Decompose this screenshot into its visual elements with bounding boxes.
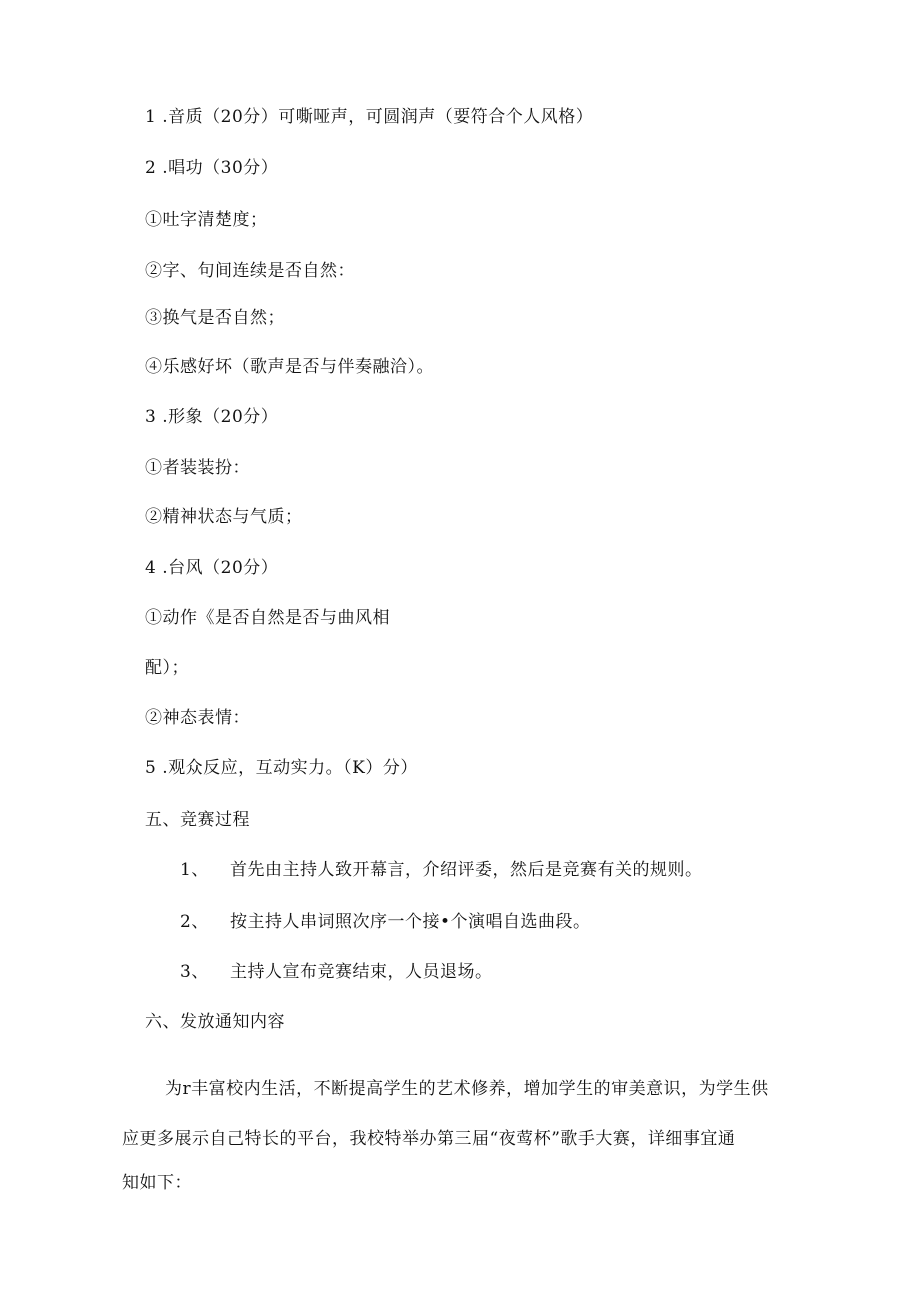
criterion-stage-manner: 4 .台风（20分） [145,558,279,578]
criterion-image-sub2: ②精神状态与气质； [145,507,303,527]
criterion-singing-skill-sub4: ④乐感好坏（歌声是否与伴奏融洽）。 [145,357,434,377]
criterion-singing-skill-sub1: ①吐字清楚度； [145,210,268,230]
section-heading-notice-content: 六、发放通知内容 [145,1012,285,1032]
process-step-number: 1、 [180,860,209,880]
notice-paragraph-line: 为r丰富校内生活，不断提高学生的艺术修养，增加学生的审美意识，为学生供 [165,1079,769,1099]
section-heading-competition-process: 五、竞赛过程 [145,810,250,830]
process-step-text: 按主持人串词照次序一个接•个演唱自选曲段。 [230,912,591,932]
criterion-singing-skill-sub3: ③换气是否自然； [145,308,285,328]
process-step-text: 首先由主持人致开幕言，介绍评委，然后是竞赛有关的规则。 [230,860,703,880]
criterion-image: 3 .形象（20分） [145,407,279,427]
criterion-audience-response: 5 .观众反应，互动实力。（K）分） [145,758,418,778]
criterion-singing-skill: 2 .唱功（30分） [145,158,279,178]
criterion-stage-manner-sub1-line2: 配）； [145,658,189,678]
process-step-number: 3、 [180,962,209,982]
notice-paragraph-line: 知如下： [122,1173,192,1193]
criterion-stage-manner-sub2: ②神态表情： [145,708,250,728]
criterion-image-sub1: ①者装装扮： [145,458,250,478]
criterion-voice-quality: 1 .音质（20分）可嘶哑声，可圆润声（要符合个人风格） [145,107,594,127]
criterion-stage-manner-sub1-line1: ①动作《是否自然是否与曲风相 [145,608,390,628]
process-step-number: 2、 [180,912,209,932]
process-step-text: 主持人宣布竞赛结束，人员退场。 [230,962,493,982]
criterion-singing-skill-sub2: ②字、句间连续是否自然： [145,261,355,281]
notice-paragraph-line: 应更多展示自己特长的平台，我校特举办第三届“夜莺杯”歌手大赛，详细事宜通 [122,1129,736,1149]
